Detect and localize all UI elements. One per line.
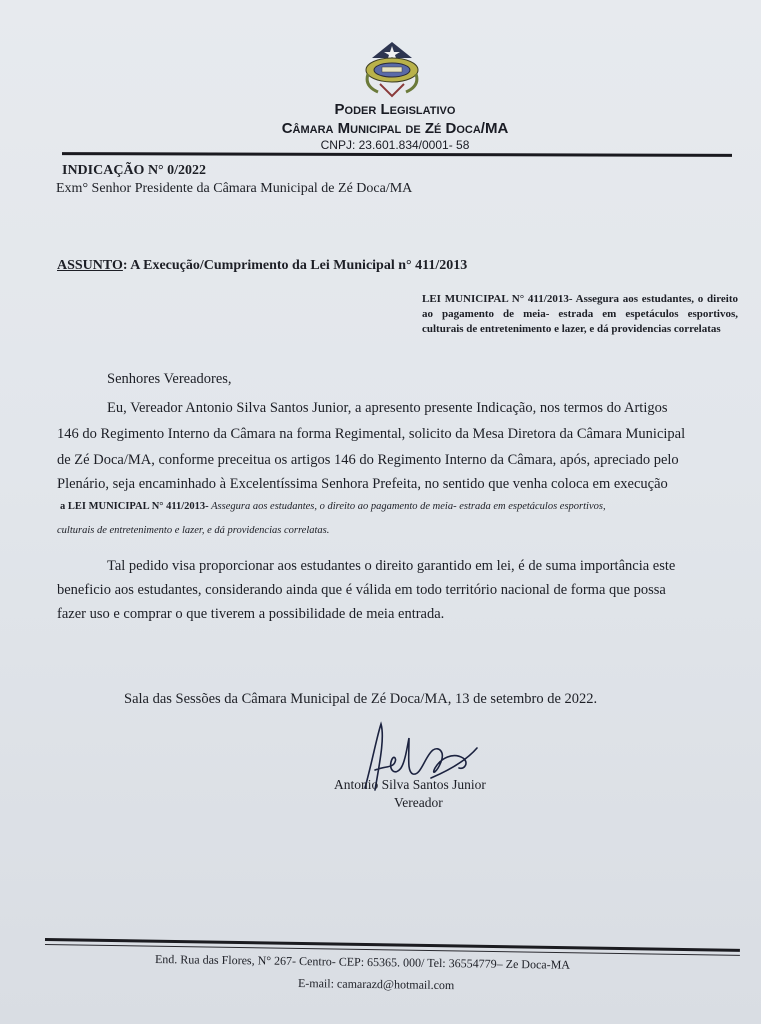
signer-name: Antonio Silva Santos Junior — [334, 777, 486, 792]
law-reference: a LEI MUNICIPAL N° 411/2013- — [60, 501, 209, 512]
law-reference-text: Assegura aos estudantes, o direito ao pagamento de meia- estrada em espetáculos esportivos, — [208, 501, 606, 512]
signer-role: Vereador — [394, 795, 443, 810]
subject-text: : A Execução/Cumprimento da Lei Municipal n° 411/2013 — [122, 258, 468, 273]
footer-address: End. Rua das Flores, N° 267- Centro- CEP: 65365. 000/ Tel: 36554779– Ze Doca-MA — [154, 952, 571, 972]
footer-email: E-mail: camarazd@hotmail.com — [297, 976, 455, 993]
subject-label: ASSUNTO — [57, 258, 123, 273]
place-and-date: Sala das Sessões da Câmara Municipal de Zé Doca/MA, 13 de setembro de 2022. — [124, 691, 598, 707]
paragraph-1-line-6: culturais de entretenimento e lazer, e dá providencias correlatas. — [57, 525, 330, 536]
header-chamber-name: Câmara Municipal de Zé Doca/MA — [281, 120, 509, 137]
paragraph-2-line-3: fazer uso e comprar o que tiverem a possibilidade de meia entrada. — [57, 606, 445, 622]
paragraph-1-line-1: Eu, Vereador Antonio Silva Santos Junior, a apresento presente Indicação, nos termos do Artigos — [107, 400, 668, 416]
chamber-logo-icon — [360, 40, 424, 100]
indication-title: INDICAÇÃO N° 0/2022 — [62, 163, 207, 178]
law-summary-block: LEI MUNICIPAL N° 411/2013- Assegura aos estudantes, o direito ao pagamento de meia- estrada em espetáculos esportivos, culturais de entretenimento e lazer, e dá providencias correlatas — [422, 293, 738, 335]
paragraph-2-line-2: beneficio aos estudantes, considerando ainda que é válida em todo território nacional de forma que possa — [57, 582, 666, 598]
paragraph-1-line-4: Plenário, seja encaminhado à Excelentíssima Senhora Prefeita, no sentido que venha coloca em execução — [57, 476, 668, 492]
indication-recipient: Exm° Senhor Presidente da Câmara Municipal de Zé Doca/MA — [56, 181, 413, 196]
header-legislative-power: Poder Legislativo — [334, 101, 456, 118]
paragraph-2-line-1: Tal pedido visa proporcionar aos estudantes o direito garantido em lei, é de suma importância este — [107, 558, 676, 574]
paragraph-1-line-2: 146 do Regimento Interno da Câmara na forma Regimental, solicito da Mesa Diretora da Câmara Municipal — [57, 426, 686, 442]
header-divider — [62, 152, 732, 157]
greeting: Senhores Vereadores, — [107, 371, 232, 387]
header-cnpj: CNPJ: 23.601.834/0001- 58 — [320, 138, 470, 152]
paragraph-1-line-3: de Zé Doca/MA, conforme preceitua os artigos 146 do Regimento Interno da Câmara, após, apreciado pelo — [57, 452, 679, 468]
paragraph-1-line-5 — [60, 501, 606, 512]
subject-line — [57, 258, 467, 274]
